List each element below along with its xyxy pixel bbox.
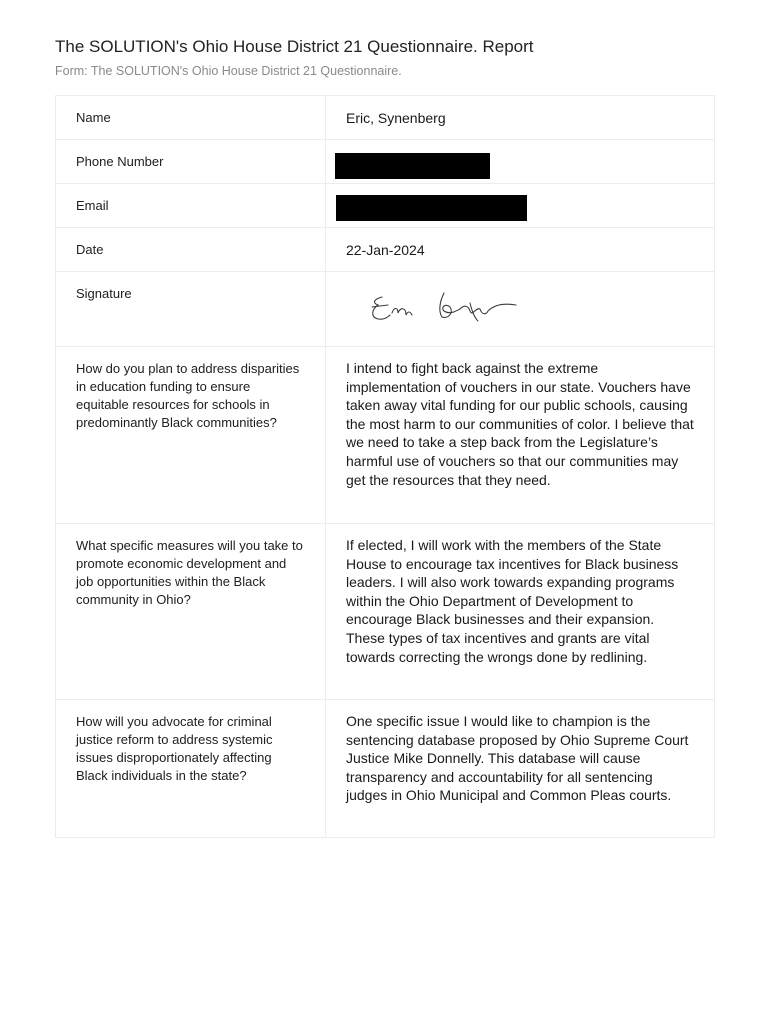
name-value: Eric, Synenberg: [326, 96, 715, 140]
response-table: [55, 95, 715, 838]
date-value: 22-Jan-2024: [326, 228, 715, 272]
signature-label: Signature: [56, 272, 326, 347]
answer-justice: One specific issue I would like to champion is the sentencing database proposed by Ohio Supreme Court Justice Mike Donnelly. This database will cause transparency and accountability for all sentencing judges in Ohio Municipal and Common Pleas courts.: [326, 700, 715, 838]
question-row-economic: [56, 524, 715, 700]
answer-economic: If elected, I will work with the members of the State House to encourage tax incentives for Black business leaders. I will also work towards expanding programs within the Ohio Department of Development to encourage Black businesses and their expansion. These types of tax incentives and grants are vital towards correcting the wrongs done by redlining.: [326, 524, 715, 700]
email-redaction-bar: [336, 195, 527, 221]
email-label: Email: [56, 184, 326, 228]
field-row-signature: [56, 272, 715, 347]
signature-scribble: [364, 281, 534, 331]
phone-redaction-bar: [335, 153, 490, 179]
phone-label: Phone Number: [56, 140, 326, 184]
field-row-phone: [56, 140, 715, 184]
question-justice: How will you advocate for criminal justice reform to address systemic issues disproportionately affecting Black individuals in the state?: [56, 700, 326, 838]
question-education: How do you plan to address disparities in education funding to ensure equitable resources for schools in predominantly Black communities?: [56, 347, 326, 524]
signature-value-cell: [326, 272, 715, 347]
question-economic: What specific measures will you take to promote economic development and job opportunities within the Black community in Ohio?: [56, 524, 326, 700]
field-row-name: [56, 96, 715, 140]
question-row-education: [56, 347, 715, 524]
date-label: Date: [56, 228, 326, 272]
question-row-justice: [56, 700, 715, 838]
phone-value-cell: [326, 140, 715, 184]
report-title: The SOLUTION's Ohio House District 21 Questionnaire. Report: [55, 37, 534, 56]
signature-image: [364, 281, 534, 331]
field-row-date: [56, 228, 715, 272]
answer-education: I intend to fight back against the extreme implementation of vouchers in our state. Vouchers have taken away vital funding for our public schools, causing the most harm to our communities of color. I believe that we need to take a step back from the Legislature’s harmful use of vouchers so that our communities may get the resources that they need.: [326, 347, 715, 524]
name-label: Name: [56, 96, 326, 140]
field-row-email: [56, 184, 715, 228]
form-subtitle: Form: The SOLUTION's Ohio House District 21 Questionnaire.: [55, 64, 402, 78]
email-value-cell: [326, 184, 715, 228]
